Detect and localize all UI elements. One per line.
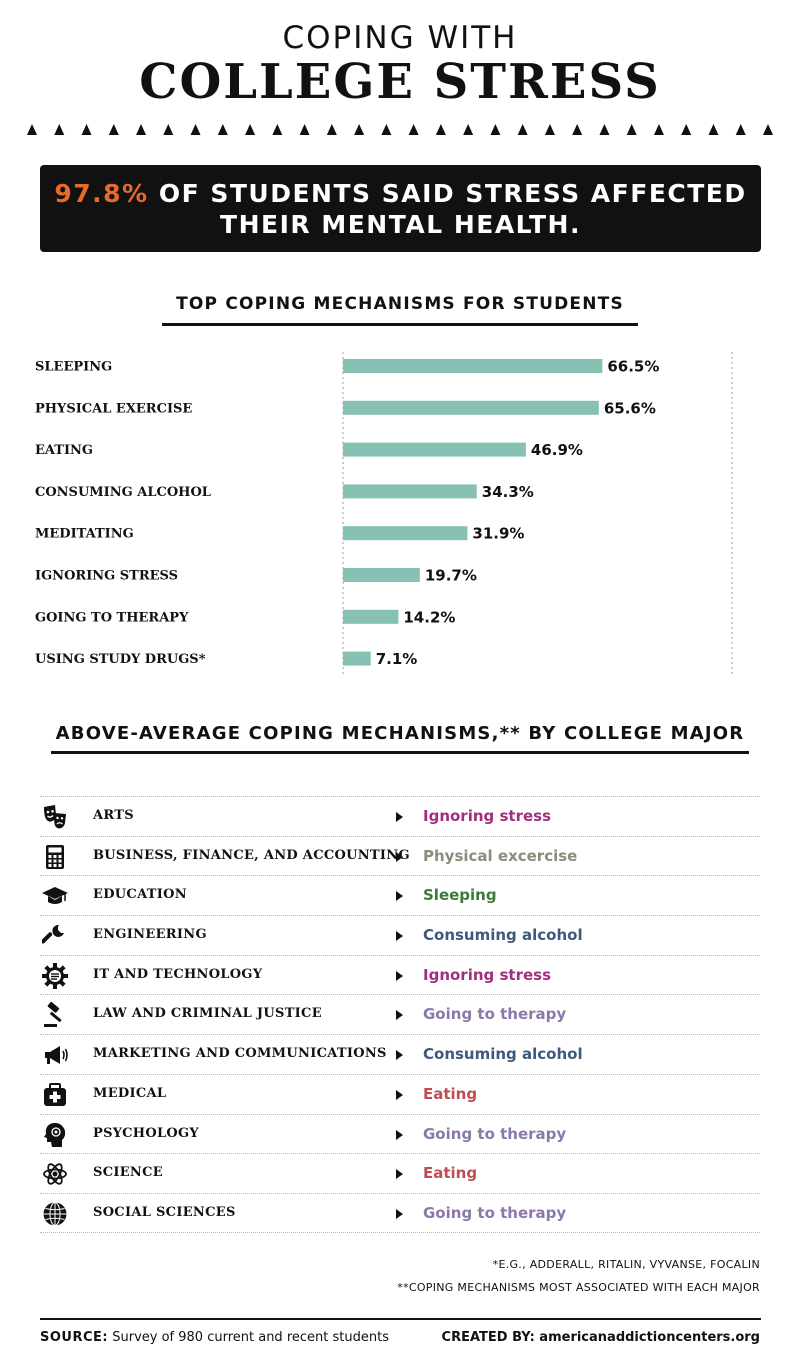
chart-bar	[343, 526, 467, 540]
chart-category-label: PHYSICAL EXERCISE	[35, 401, 193, 417]
major-name: EDUCATION	[93, 887, 187, 903]
major-row	[40, 836, 760, 876]
majors-list	[40, 796, 760, 1233]
major-name: IT AND TECHNOLOGY	[93, 966, 263, 982]
arrow-right-icon	[396, 812, 403, 822]
chart-bar	[343, 568, 420, 582]
major-name: PSYCHOLOGY	[93, 1125, 200, 1141]
created-by-credit	[442, 1330, 760, 1345]
calculator-icon	[42, 844, 68, 870]
major-mechanism: Going to therapy	[423, 1005, 567, 1024]
chart-value-label: 14.2%	[403, 608, 456, 627]
globe-icon	[42, 1201, 68, 1227]
major-row	[40, 1193, 760, 1233]
major-mechanism: Sleeping	[423, 886, 497, 905]
chart-value-label: 34.3%	[481, 482, 534, 501]
chart-bar	[343, 401, 599, 415]
chart-bar	[343, 443, 526, 457]
source-text: Survey of 980 current and recent students	[108, 1330, 389, 1345]
major-mechanism: Going to therapy	[423, 1203, 567, 1222]
major-row	[40, 1114, 760, 1154]
major-name: ENGINEERING	[93, 927, 207, 943]
arrow-right-icon	[396, 852, 403, 862]
major-row	[40, 1153, 760, 1193]
major-mechanism: Ignoring stress	[423, 965, 552, 984]
chart-title: TOP COPING MECHANISMS FOR STUDENTS	[176, 294, 624, 314]
stat-text-line2: THEIR MENTAL HEALTH.	[220, 210, 581, 239]
chart-category-label: EATING	[35, 443, 94, 459]
theater-masks-icon	[42, 804, 68, 830]
footer-divider	[40, 1318, 761, 1320]
arrow-right-icon	[396, 931, 403, 941]
title-line-1: COPING WITH	[282, 20, 518, 56]
created-link[interactable]: americanaddictioncenters.org	[534, 1330, 760, 1345]
arrow-right-icon	[396, 1130, 403, 1140]
major-row	[40, 1074, 760, 1114]
gear-icon	[42, 963, 68, 989]
major-mechanism: Consuming alcohol	[423, 1045, 583, 1064]
chart-value-label: 7.1%	[375, 650, 418, 669]
chart-value-label: 19.7%	[424, 566, 477, 585]
megaphone-icon	[42, 1042, 68, 1068]
major-name: LAW AND CRIMINAL JUSTICE	[93, 1006, 322, 1022]
major-mechanism: Physical excercise	[423, 846, 578, 865]
medical-kit-icon	[42, 1082, 68, 1108]
chart-bar	[343, 484, 477, 498]
chart-category-label: IGNORING STRESS	[35, 568, 179, 584]
chart-value-label: 66.5%	[607, 357, 660, 376]
major-row	[40, 875, 760, 915]
major-name: ARTS	[93, 808, 134, 823]
chart-value-label: 31.9%	[472, 524, 525, 543]
arrow-right-icon	[396, 1050, 403, 1060]
arrow-right-icon	[396, 891, 403, 901]
arrow-right-icon	[396, 971, 403, 981]
source-label: SOURCE:	[40, 1330, 109, 1345]
major-mechanism: Ignoring stress	[423, 807, 552, 825]
major-row	[40, 955, 760, 995]
footnote-coping: **COPING MECHANISMS MOST ASSOCIATED WITH EACH MAJOR	[397, 1281, 760, 1294]
chart-bar	[343, 359, 602, 373]
arrow-right-icon	[396, 1010, 403, 1020]
major-mechanism: Eating	[423, 1164, 478, 1183]
wrench-icon	[42, 923, 68, 949]
chart-bar	[343, 610, 398, 624]
major-mechanism: Going to therapy	[423, 1124, 567, 1143]
stat-percent: 97.8%	[54, 179, 149, 208]
major-row	[40, 915, 760, 955]
atom-icon	[42, 1161, 68, 1187]
stat-text-line1: OF STUDENTS SAID STRESS AFFECTED	[148, 179, 747, 208]
arrow-right-icon	[396, 1169, 403, 1179]
arrow-right-icon	[396, 1090, 403, 1100]
majors-title-underline	[51, 751, 749, 754]
major-name: BUSINESS, FINANCE, AND ACCOUNTING	[93, 847, 410, 863]
majors-title: ABOVE-AVERAGE COPING MECHANISMS,** BY COLLEGE MAJOR	[55, 723, 745, 744]
major-name: SOCIAL SCIENCES	[93, 1204, 236, 1220]
chart-bar	[343, 652, 371, 666]
gavel-icon	[42, 1002, 68, 1028]
chart-category-label: GOING TO THERAPY	[35, 610, 189, 626]
head-profile-icon	[42, 1122, 68, 1148]
source-credit	[40, 1330, 389, 1345]
chart-value-label: 65.6%	[603, 399, 656, 418]
chart-category-label: SLEEPING	[35, 359, 113, 375]
chart-category-label: USING STUDY DRUGS*	[35, 652, 206, 668]
major-name: MARKETING AND COMMUNICATIONS	[93, 1046, 387, 1062]
footnote-study-drugs: *E.G., ADDERALL, RITALIN, VYVANSE, FOCALIN	[492, 1258, 760, 1271]
major-name: SCIENCE	[93, 1165, 163, 1181]
arrow-right-icon	[396, 1209, 403, 1219]
major-row	[40, 994, 760, 1034]
chart-category-label: CONSUMING ALCOHOL	[35, 484, 211, 500]
major-mechanism: Eating	[423, 1084, 478, 1103]
title-line-2: COLLEGE STRESS	[139, 54, 661, 110]
graduation-cap-icon	[42, 883, 68, 909]
chart-value-label: 46.9%	[530, 441, 583, 460]
chart-category-label: MEDITATING	[35, 526, 134, 542]
major-mechanism: Consuming alcohol	[423, 926, 583, 945]
major-name: MEDICAL	[93, 1085, 167, 1101]
created-label: CREATED BY:	[441, 1330, 535, 1345]
major-row	[40, 796, 760, 836]
major-row	[40, 1034, 760, 1074]
